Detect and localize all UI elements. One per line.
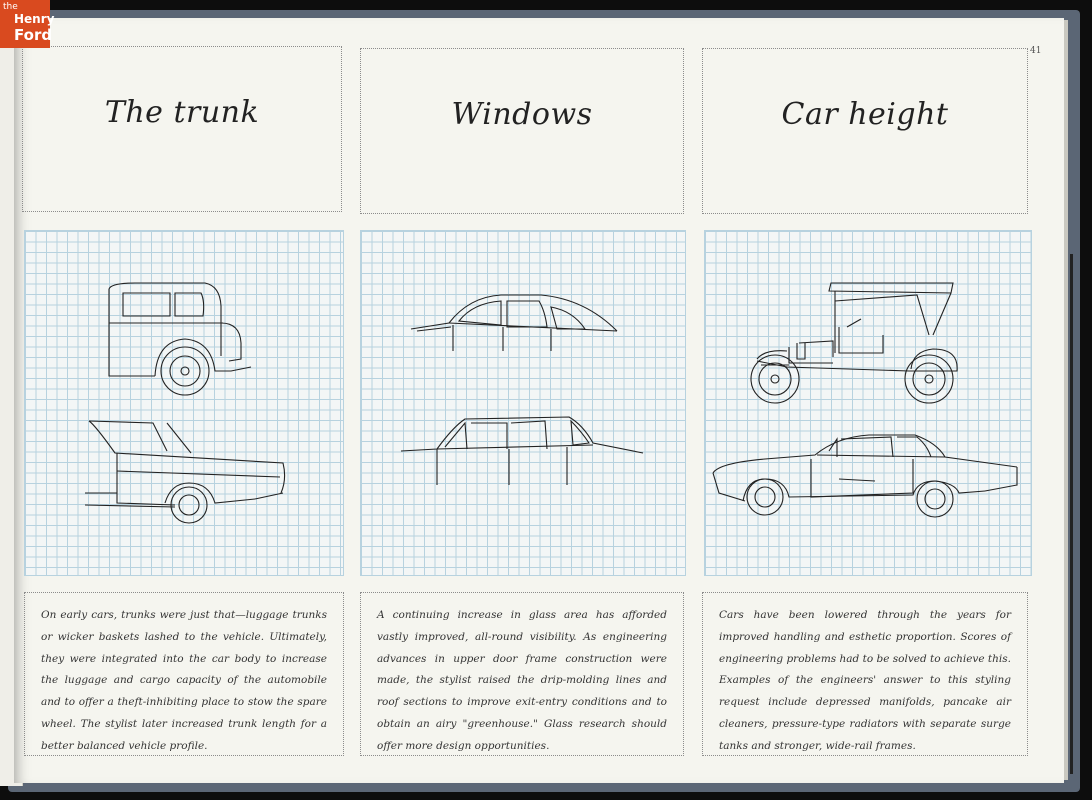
late-car-trunk-drawing (85, 421, 285, 523)
caption-box-trunk (24, 592, 344, 756)
caption-box-car-height (702, 592, 1028, 756)
page-number: 41 (1030, 46, 1042, 56)
logo-text-henry: Henry (14, 12, 55, 26)
caption-trunk: On early cars, trunks were just that—luggage trunks or wicker baskets lashed to the vehicle. Ultimately, they were integrated into the car body to increase the luggage and cargo capacity of the automobile and to offer a theft-inhibiting place to stow the spare wheel. The stylist later increased trunk length for a better balanced vehicle profile. (41, 609, 327, 752)
henry-ford-logo (0, 0, 55, 48)
grid-panel-windows (360, 230, 686, 576)
title-trunk: The trunk (104, 95, 260, 130)
logo-text-the: the (3, 2, 18, 12)
hardtop-sedan-drawing (401, 417, 643, 485)
logo-text-ford: Ford (14, 26, 53, 44)
thunderbird-drawing (713, 435, 1017, 517)
title-box-car-height (702, 48, 1028, 214)
early-car-rear-drawing (109, 283, 251, 395)
caption-windows: A continuing increase in glass area has afforded vastly improved, all-round visibility. As engineering advances in upper door frame construction were made, the stylist raised the drip-molding lines and roof sections to improve exit-entry conditions and to obtain an airy "greenhouse." Glass research should offer more design opportunities. (377, 609, 667, 752)
caption-box-windows (360, 592, 684, 756)
book-page (14, 18, 1064, 783)
title-box-trunk (22, 46, 342, 212)
model-t-touring-drawing (751, 283, 957, 403)
fastback-sedan-drawing (411, 295, 617, 351)
grid-panel-trunk (24, 230, 344, 576)
title-box-windows (360, 48, 684, 214)
caption-car-height: Cars have been lowered through the years for improved handling and esthetic proportion. Scores of engineering problems had to be solved to achieve this. Examples of the engineers' answer to this styling request include depressed manifolds, pancake air cleaners, pressure-type radiators with separate surge tanks and stronger, wide-rail frames. (719, 609, 1011, 752)
trunk-car-drawings (25, 231, 343, 575)
windows-car-drawings (361, 231, 685, 575)
title-windows: Windows (451, 97, 593, 132)
page-gutter-line (1070, 254, 1073, 774)
grid-panel-car-height (704, 230, 1032, 576)
car-height-drawings (705, 231, 1031, 575)
title-car-height: Car height (781, 97, 949, 132)
